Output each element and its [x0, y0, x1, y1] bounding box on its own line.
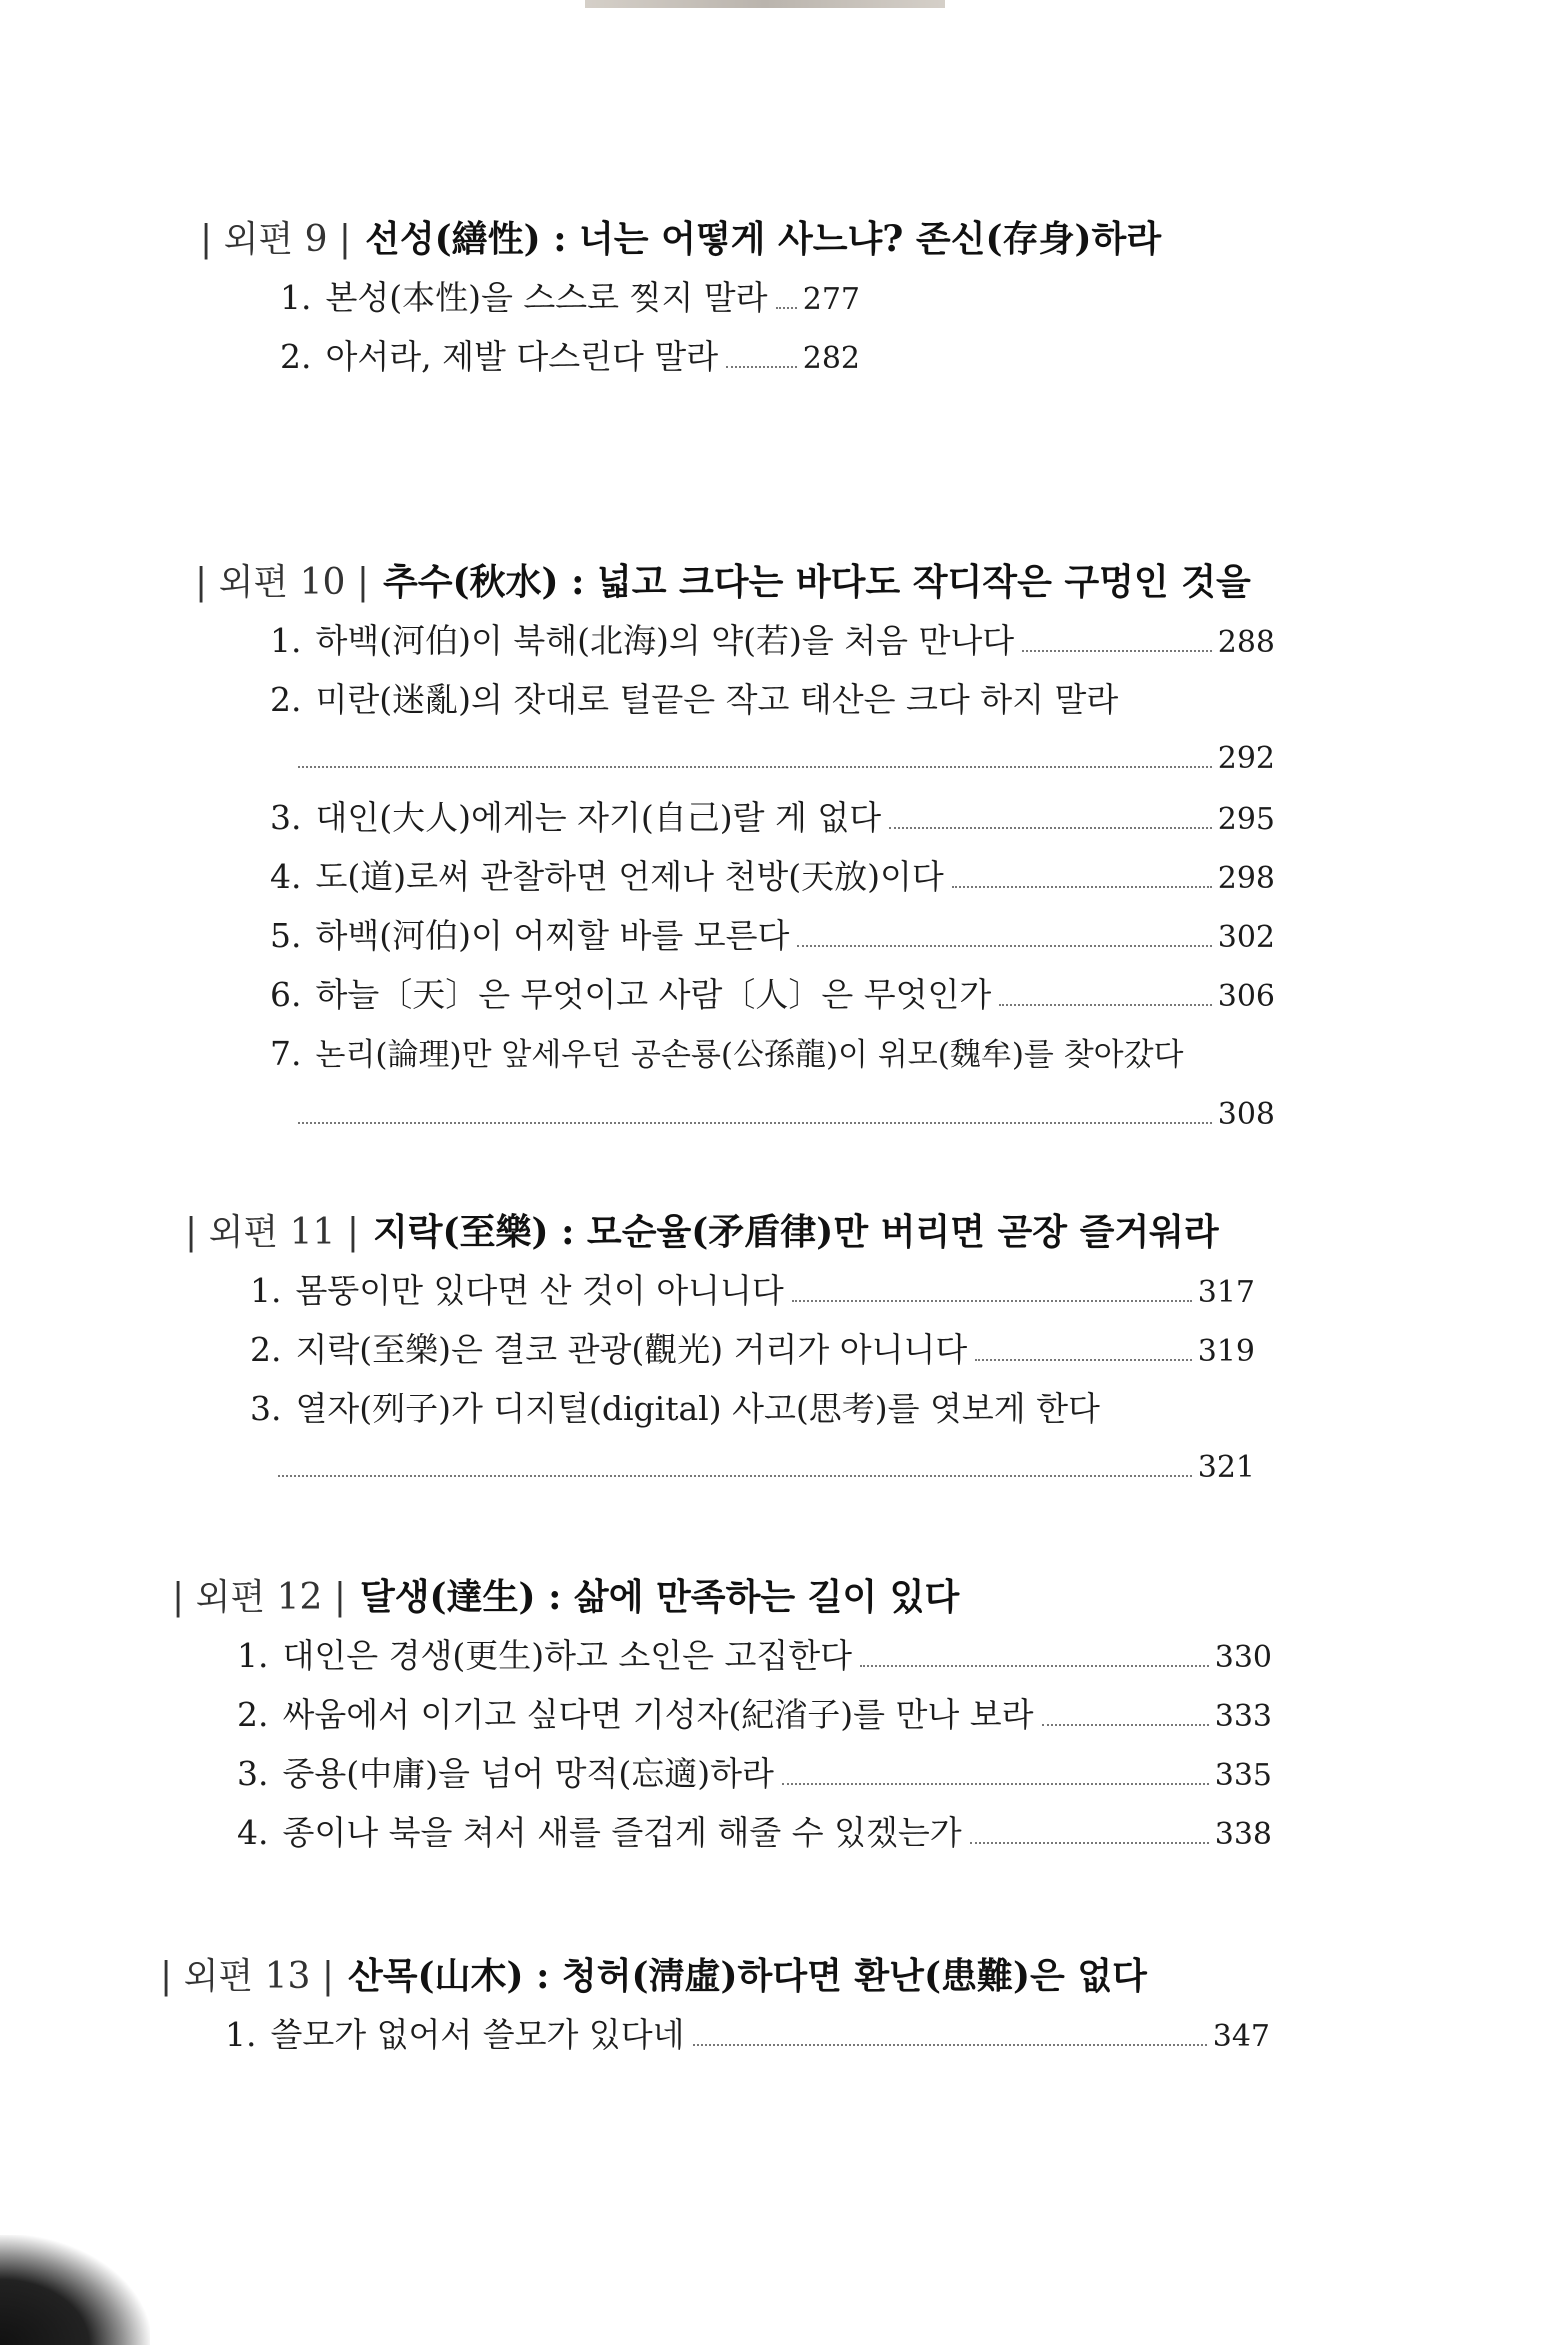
entry-title: 열자(列子)가 디지털(digital) 사고(思考)를 엿보게 한다 [295, 1389, 1100, 1428]
page-number: 319 [1197, 1334, 1255, 1369]
page-number: 292 [1217, 741, 1275, 776]
section-label: | 외편 9 | [200, 219, 352, 260]
entry-title: 쓸모가 없어서 쓸모가 있다네 [270, 2015, 685, 2054]
section-label: | 외편 13 | [160, 1956, 334, 1997]
section-outer-11 [185, 1208, 1300, 1497]
leader-dots [975, 1359, 1191, 1361]
leader-dots [298, 766, 1212, 768]
entry-title: 대인은 경생(更生)하고 소인은 고집한다 [282, 1636, 853, 1675]
entry-title: 몸뚱이만 있다면 산 것이 아니니다 [295, 1271, 784, 1310]
leader-dots [952, 886, 1212, 888]
section-title: 추수(秋水) : 넓고 크다는 바다도 작디작은 구멍인 것을 [382, 561, 1251, 603]
entry-title: 종이나 북을 쳐서 새를 즐겁게 해줄 수 있겠는가 [282, 1813, 962, 1852]
page-number: 295 [1217, 802, 1275, 837]
toc-entry[interactable]: 5. 하백(河伯)이 어찌할 바를 모른다 302 [270, 906, 1275, 965]
section-title: 선성(繕性) : 너는 어떻게 사느냐? 존신(存身)하라 [365, 218, 1162, 260]
entry-title: 싸움에서 이기고 싶다면 기성자(紀渻子)를 만나 보라 [282, 1695, 1034, 1734]
page-number: 338 [1214, 1817, 1272, 1852]
section-label: | 외편 11 | [185, 1212, 359, 1253]
toc-entry[interactable]: 2. 지락(至樂)은 결코 관광(觀光) 거리가 아니니다 319 [250, 1320, 1255, 1379]
leader-dots [860, 1665, 1209, 1667]
page-number: 288 [1217, 625, 1275, 660]
page-number: 308 [1217, 1097, 1275, 1132]
page-number: 333 [1214, 1699, 1272, 1734]
entry-title: 하백(河伯)이 어찌할 바를 모른다 [315, 916, 790, 955]
leader-dots [693, 2044, 1207, 2046]
toc-entry[interactable]: 3. 중용(中庸)을 넘어 망적(忘適)하라 335 [237, 1744, 1272, 1803]
toc-entry[interactable]: 3. 열자(列子)가 디지털(digital) 사고(思考)를 엿보게 한다 321 [250, 1379, 1255, 1497]
toc-entry[interactable]: 1. 하백(河伯)이 북해(北海)의 약(若)을 처음 만나다 288 [270, 611, 1275, 670]
section-outer-13 [160, 1952, 1270, 2064]
section-label: | 외편 12 | [172, 1577, 346, 1618]
toc-entry[interactable]: 2. 아서라, 제발 다스린다 말라 282 [280, 327, 860, 386]
page-number: 298 [1217, 861, 1275, 896]
bottom-left-shadow [0, 2235, 150, 2345]
leader-dots [726, 366, 797, 368]
top-edge-shadow [585, 0, 945, 8]
leader-dots [776, 307, 797, 309]
entry-title: 논리(論理)만 앞세우던 공손룡(公孫龍)이 위모(魏牟)를 찾아갔다 [315, 1037, 1184, 1073]
page-number: 330 [1214, 1640, 1272, 1675]
toc-entry[interactable]: 7. 논리(論理)만 앞세우던 공손룡(公孫龍)이 위모(魏牟)를 찾아갔다 308 [270, 1024, 1275, 1142]
section-heading [172, 1573, 1282, 1622]
page-number: 317 [1197, 1275, 1255, 1310]
toc-entry[interactable]: 1. 몸뚱이만 있다면 산 것이 아니니다 317 [250, 1261, 1255, 1320]
toc-entry[interactable]: 2. 미란(迷亂)의 잣대로 털끝은 작고 태산은 크다 하지 말라 292 [270, 670, 1275, 788]
leader-dots [1042, 1724, 1209, 1726]
leader-dots [970, 1842, 1209, 1844]
page-number: 282 [802, 341, 860, 376]
section-heading [160, 1952, 1270, 2001]
section-outer-10 [195, 558, 1315, 1142]
section-heading [200, 215, 1162, 264]
entry-title: 중용(中庸)을 넘어 망적(忘適)하라 [282, 1754, 774, 1793]
entry-title: 하늘〔天〕은 무엇이고 사람〔人〕은 무엇인가 [315, 975, 992, 1014]
section-heading [185, 1208, 1300, 1257]
page-number: 321 [1197, 1450, 1255, 1485]
leader-dots [298, 1122, 1212, 1124]
page-number: 347 [1212, 2019, 1270, 2054]
entry-title: 아서라, 제발 다스린다 말라 [325, 337, 719, 376]
toc-entry[interactable]: 2. 싸움에서 이기고 싶다면 기성자(紀渻子)를 만나 보라 333 [237, 1685, 1272, 1744]
leader-dots [1022, 650, 1212, 652]
page-number: 277 [802, 282, 860, 317]
entry-title: 도(道)로써 관찰하면 언제나 천방(天放)이다 [315, 857, 944, 896]
entry-title: 하백(河伯)이 북해(北海)의 약(若)을 처음 만나다 [315, 621, 1015, 660]
toc-entry[interactable]: 1. 대인은 경생(更生)하고 소인은 고집한다 330 [237, 1626, 1272, 1685]
entry-title: 미란(迷亂)의 잣대로 털끝은 작고 태산은 크다 하지 말라 [315, 680, 1119, 719]
entry-title: 대인(大人)에게는 자기(自己)랄 게 없다 [315, 798, 882, 837]
leader-dots [889, 827, 1212, 829]
toc-entry[interactable]: 1. 본성(本性)을 스스로 찢지 말라 277 [280, 268, 860, 327]
toc-entry[interactable]: 4. 종이나 북을 쳐서 새를 즐겁게 해줄 수 있겠는가 338 [237, 1803, 1272, 1862]
section-outer-12 [172, 1573, 1282, 1862]
section-label: | 외편 10 | [195, 562, 369, 603]
leader-dots [792, 1300, 1192, 1302]
entry-title: 본성(本性)을 스스로 찢지 말라 [325, 278, 768, 317]
toc-entry[interactable]: 4. 도(道)로써 관찰하면 언제나 천방(天放)이다 298 [270, 847, 1275, 906]
page-number: 306 [1217, 979, 1275, 1014]
section-title: 산목(山木) : 청허(淸虛)하다면 환난(患難)은 없다 [347, 1955, 1147, 1997]
leader-dots [999, 1004, 1211, 1006]
leader-dots [797, 945, 1211, 947]
leader-dots [278, 1475, 1192, 1477]
section-heading [195, 558, 1315, 607]
page-number: 302 [1217, 920, 1275, 955]
entry-title: 지락(至樂)은 결코 관광(觀光) 거리가 아니니다 [295, 1330, 968, 1369]
toc-entry[interactable]: 6. 하늘〔天〕은 무엇이고 사람〔人〕은 무엇인가 306 [270, 965, 1275, 1024]
toc-entry[interactable]: 3. 대인(大人)에게는 자기(自己)랄 게 없다 295 [270, 788, 1275, 847]
toc-entry[interactable]: 1. 쓸모가 없어서 쓸모가 있다네 347 [225, 2005, 1270, 2064]
section-outer-9 [200, 215, 1162, 386]
section-title: 지락(至樂) : 모순율(矛盾律)만 버리면 곧장 즐거워라 [372, 1211, 1219, 1253]
leader-dots [782, 1783, 1209, 1785]
page-number: 335 [1214, 1758, 1272, 1793]
section-title: 달생(達生) : 삶에 만족하는 길이 있다 [359, 1576, 960, 1618]
